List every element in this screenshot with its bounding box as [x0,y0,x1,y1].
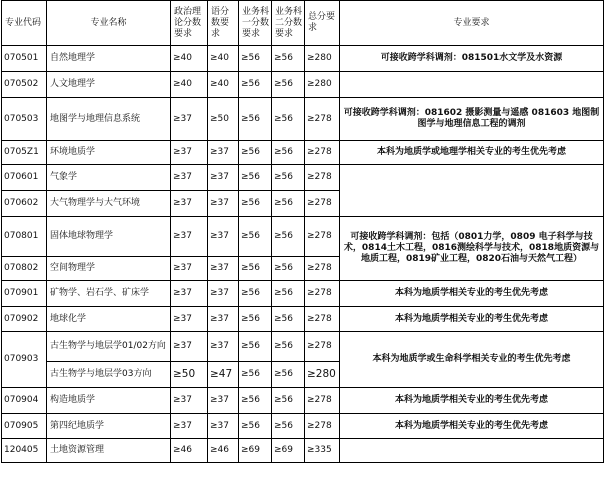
politics-score: ≥37 [171,281,208,307]
major-name: 空间物理学 [47,257,171,281]
admission-score-table [1,0,604,463]
language-score: ≥37 [208,257,239,281]
major-requirement: 可接收跨学科调剂：包括（0801力学，0809 电子科学与技术，0814土木工程，0816测绘科学与技术，0818地质资源与地质工程，0819矿业工程，0820石油与天然气工程） [340,217,604,281]
total-score: ≥278 [305,217,340,257]
politics-score: ≥46 [171,439,208,463]
politics-score: ≥37 [171,307,208,332]
politics-score: ≥37 [171,165,208,191]
language-score: ≥37 [208,191,239,217]
table-row [2,281,604,307]
major-code: 070901 [2,281,47,307]
major-name: 第四纪地质学 [47,414,171,439]
politics-score: ≥40 [171,72,208,98]
politics-score: ≥50 [171,362,208,388]
major-name: 人文地理学 [47,72,171,98]
subject2-score: ≥56 [272,141,305,165]
politics-score: ≥37 [171,257,208,281]
subject1-score: ≥69 [239,439,272,463]
table-row [2,217,604,257]
language-score: ≥37 [208,217,239,257]
major-code: 120405 [2,439,47,463]
language-score: ≥37 [208,414,239,439]
language-score: ≥37 [208,332,239,362]
subject2-score: ≥56 [272,362,305,388]
subject1-score: ≥56 [239,281,272,307]
major-name: 地图学与地理信息系统 [47,98,171,141]
language-score: ≥40 [208,46,239,72]
header-subject2: 业务科二分数要求 [272,1,305,46]
total-score: ≥278 [305,141,340,165]
major-code: 070904 [2,388,47,414]
subject2-score: ≥56 [272,72,305,98]
header-row [2,1,604,46]
language-score: ≥47 [208,362,239,388]
subject1-score: ≥56 [239,362,272,388]
total-score: ≥278 [305,307,340,332]
politics-score: ≥37 [171,388,208,414]
major-requirement: 本科为地质学相关专业的考生优先考虑 [340,388,604,414]
total-score: ≥280 [305,46,340,72]
total-score: ≥278 [305,98,340,141]
table-row [2,439,604,463]
table-row [2,307,604,332]
subject2-score: ≥56 [272,165,305,191]
header-total: 总分要求 [305,1,340,46]
subject2-score: ≥56 [272,98,305,141]
major-code: 070502 [2,72,47,98]
subject1-score: ≥56 [239,46,272,72]
major-code: 0705Z1 [2,141,47,165]
header-subject1: 业务科一分数要求 [239,1,272,46]
language-score: ≥37 [208,281,239,307]
header-name: 专业名称 [47,1,171,46]
header-language: 语分数要求 [208,1,239,46]
subject2-score: ≥56 [272,414,305,439]
politics-score: ≥37 [171,217,208,257]
header-code: 专业代码 [2,1,47,46]
major-name: 矿物学、岩石学、矿床学 [47,281,171,307]
major-code: 070802 [2,257,47,281]
table-row [2,414,604,439]
subject2-score: ≥56 [272,332,305,362]
major-requirement: 可接收跨学科调剂：081501水文学及水资源 [340,46,604,72]
major-requirement: 本科为地质学相关专业的考生优先考虑 [340,307,604,332]
major-name: 土地资源管理 [47,439,171,463]
language-score: ≥50 [208,98,239,141]
language-score: ≥37 [208,307,239,332]
major-code: 070903 [2,332,47,388]
table-row [2,46,604,72]
major-requirement-empty [340,165,604,217]
total-score: ≥278 [305,332,340,362]
subject2-score: ≥56 [272,307,305,332]
language-score: ≥37 [208,141,239,165]
major-requirement: 本科为地质学或地理学相关专业的考生优先考虑 [340,141,604,165]
major-requirement-empty [340,72,604,98]
subject1-score: ≥56 [239,165,272,191]
subject2-score: ≥56 [272,46,305,72]
major-name: 构造地质学 [47,388,171,414]
total-score: ≥280 [305,72,340,98]
subject1-score: ≥56 [239,217,272,257]
major-name: 环境地质学 [47,141,171,165]
total-score: ≥335 [305,439,340,463]
table-row [2,98,604,141]
major-name: 自然地理学 [47,46,171,72]
major-name: 固体地球物理学 [47,217,171,257]
subject1-score: ≥56 [239,191,272,217]
major-code: 070501 [2,46,47,72]
major-requirement: 本科为地质学或生命科学相关专业的考生优先考虑 [340,332,604,388]
subject2-score: ≥56 [272,217,305,257]
table-row [2,72,604,98]
table-row [2,165,604,191]
total-score: ≥278 [305,165,340,191]
subject1-score: ≥56 [239,332,272,362]
total-score: ≥278 [305,414,340,439]
major-requirement: 本科为地质学相关专业的考生优先考虑 [340,281,604,307]
major-name: 古生物学与地层学01/02方向 [47,332,171,362]
major-requirement: 本科为地质学相关专业的考生优先考虑 [340,414,604,439]
subject1-score: ≥56 [239,307,272,332]
total-score: ≥278 [305,257,340,281]
major-name: 古生物学与地层学03方向 [47,362,171,388]
major-code: 070902 [2,307,47,332]
subject1-score: ≥56 [239,141,272,165]
major-requirement: 可接收跨学科调剂：081602 摄影测量与遥感 081603 地图制图学与地理信息工程的调剂 [340,98,604,141]
major-name: 地球化学 [47,307,171,332]
language-score: ≥37 [208,388,239,414]
subject1-score: ≥56 [239,414,272,439]
header-note: 专业要求 [340,1,604,46]
table-row [2,388,604,414]
major-code: 070503 [2,98,47,141]
subject2-score: ≥56 [272,257,305,281]
subject1-score: ≥56 [239,72,272,98]
subject1-score: ≥56 [239,257,272,281]
table-row [2,141,604,165]
politics-score: ≥40 [171,46,208,72]
major-name: 气象学 [47,165,171,191]
total-score: ≥280 [305,362,340,388]
language-score: ≥37 [208,165,239,191]
politics-score: ≥37 [171,414,208,439]
major-code: 070801 [2,217,47,257]
subject1-score: ≥56 [239,388,272,414]
total-score: ≥278 [305,191,340,217]
major-code: 070602 [2,191,47,217]
total-score: ≥278 [305,281,340,307]
subject2-score: ≥56 [272,191,305,217]
header-politics: 政治理论分数要求 [171,1,208,46]
politics-score: ≥37 [171,332,208,362]
language-score: ≥46 [208,439,239,463]
total-score: ≥278 [305,388,340,414]
subject2-score: ≥56 [272,388,305,414]
politics-score: ≥37 [171,141,208,165]
subject1-score: ≥56 [239,98,272,141]
subject2-score: ≥69 [272,439,305,463]
major-code: 070601 [2,165,47,191]
politics-score: ≥37 [171,98,208,141]
major-name: 大气物理学与大气环境 [47,191,171,217]
politics-score: ≥37 [171,191,208,217]
language-score: ≥40 [208,72,239,98]
major-requirement-empty [340,439,604,463]
subject2-score: ≥56 [272,281,305,307]
table-row [2,332,604,362]
major-code: 070905 [2,414,47,439]
